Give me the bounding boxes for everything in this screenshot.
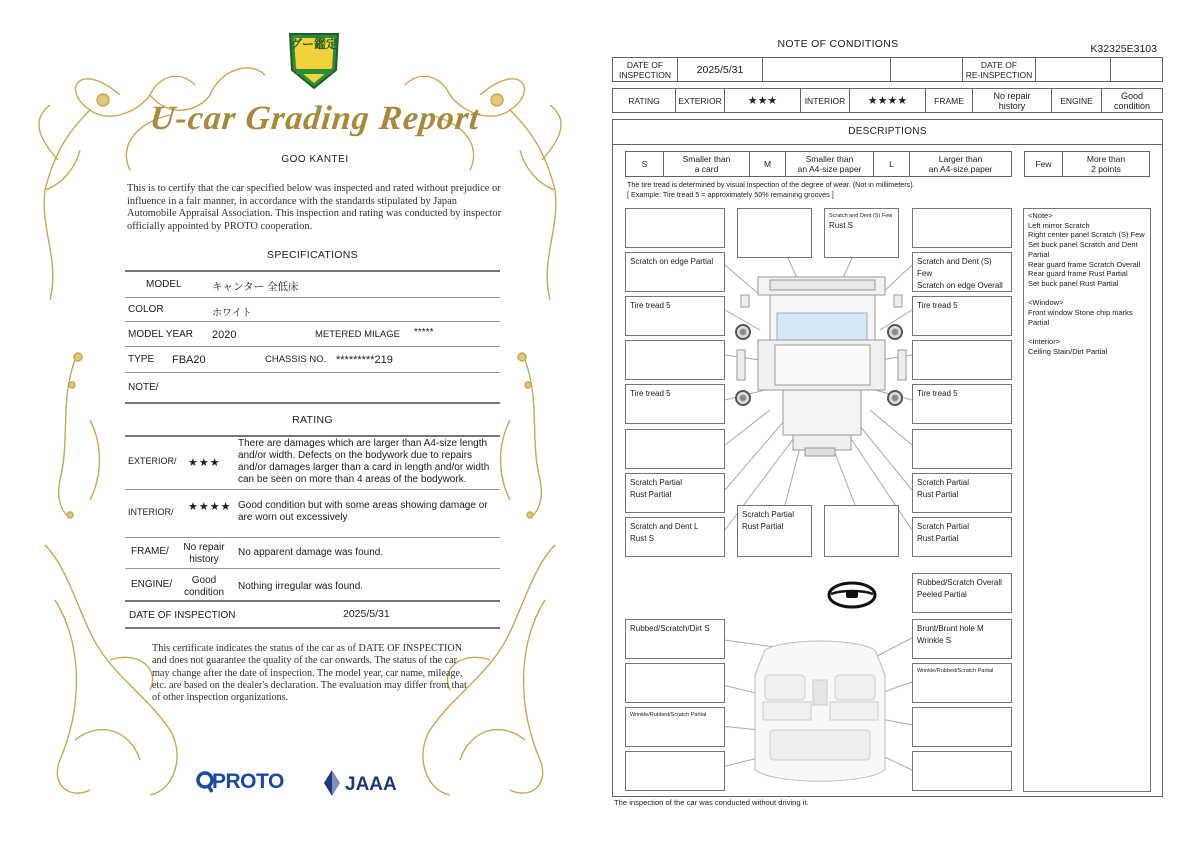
damage-box <box>625 208 725 248</box>
note-item: Right center panel Scratch (S) Few <box>1028 230 1145 240</box>
damage-box <box>824 505 899 557</box>
color-label: COLOR <box>128 304 164 315</box>
interior-box <box>625 707 725 747</box>
engine-value <box>1102 89 1162 112</box>
damage-box <box>625 296 725 336</box>
divider <box>125 372 500 373</box>
legend-line: an A4-size paper <box>797 164 862 174</box>
damage-box <box>625 252 725 292</box>
damage-text: Brunt/Brunt hole M <box>917 624 984 633</box>
frame-value-line: No repair <box>993 90 1031 101</box>
report-code: K32325E3103 <box>1090 43 1157 55</box>
divider <box>125 489 500 490</box>
model-year-value: 2020 <box>212 329 237 341</box>
tire-note-line: [ Example: Tire tread 5 = approximately 50% remaining grooves ] <box>627 189 834 199</box>
exterior-description: There are damages which are larger than A4-size length and/or width. Defects on the bodywork due to repairs and/or damages larger than a card in length and/or width can be seen on more than 4 areas of the bodywork. <box>238 438 490 485</box>
steering-damage-box <box>912 573 1012 613</box>
divider <box>125 297 500 298</box>
empty-cell <box>891 58 963 81</box>
tire-tread-note <box>627 180 915 199</box>
damage-box <box>625 340 725 380</box>
date-label-line: INSPECTION <box>619 69 671 80</box>
inspection-disclaimer: The inspection of the car was conducted without driving it. <box>614 798 809 807</box>
note-item: Left mirror Scratch <box>1028 220 1090 230</box>
spacer <box>1028 327 1146 337</box>
interior-label: INTERIOR <box>801 89 850 112</box>
damage-count-legend <box>1024 151 1150 177</box>
damage-text: Tire tread 5 <box>630 389 671 398</box>
damage-text: Wrinkle/Rubbed/Scratch Partial <box>630 712 707 718</box>
engine-value-line: Good <box>1120 90 1144 101</box>
legend-l: L <box>874 152 910 176</box>
damage-box <box>912 296 1012 336</box>
legend-m-desc <box>786 152 874 176</box>
exterior-label: EXTERIOR <box>676 89 725 112</box>
damage-text: Wrinkle/Rubbed/Scratch Partial <box>917 668 994 674</box>
legend-few-desc <box>1063 152 1149 176</box>
damage-text: Scratch Partial <box>917 478 970 487</box>
interior-label: INTERIOR/ <box>128 507 174 517</box>
type-label: TYPE <box>128 354 155 365</box>
damage-text: Wrinkle S <box>917 636 952 645</box>
legend-line: More than <box>1086 154 1126 164</box>
notes-heading: <Note> <box>1028 211 1053 220</box>
damage-text: Rubbed/Scratch Overall <box>917 578 1002 587</box>
damage-text: Tire tread 5 <box>917 301 958 310</box>
engine-label: ENGINE <box>1052 89 1102 112</box>
damage-box <box>912 517 1012 557</box>
frame-value-line: history <box>189 554 219 565</box>
damage-text: Rust S <box>630 534 655 543</box>
note-label: NOTE/ <box>128 382 159 393</box>
type-value: FBA20 <box>172 354 206 366</box>
damage-box <box>824 208 899 258</box>
interior-box <box>912 707 1012 747</box>
interior-box <box>912 751 1012 791</box>
damage-text: Rust Partial <box>917 534 959 543</box>
badge-label: グー鑑定 <box>289 37 338 51</box>
damage-text: Rust S <box>829 221 854 230</box>
inspection-dates-table <box>612 57 1163 82</box>
legend-line: an A4-size paper <box>928 164 993 174</box>
chassis-label: CHASSIS NO. <box>265 354 327 365</box>
damage-text: Rust Partial <box>630 490 672 499</box>
damage-size-legend <box>625 151 1012 177</box>
damage-text: Rubbed/Scratch/Dirt S <box>630 624 710 633</box>
legend-few: Few <box>1025 152 1063 176</box>
damage-text: Scratch on edge Partial <box>630 257 714 266</box>
exterior-stars: ★★★ <box>188 457 221 469</box>
model-label: MODEL <box>146 279 182 290</box>
divider <box>125 537 500 538</box>
frame-value <box>973 89 1052 112</box>
divider <box>125 402 500 404</box>
frame-label: FRAME/ <box>131 546 169 557</box>
legend-m: M <box>750 152 786 176</box>
divider <box>125 600 500 602</box>
exterior-stars: ★★★ <box>725 89 801 112</box>
proto-logo: PROTO <box>212 770 284 793</box>
inspection-date-value: 2025/5/31 <box>343 608 390 620</box>
damage-box <box>737 208 812 258</box>
jaaa-logo: JAAA <box>345 774 397 795</box>
damage-text: Peeled Partial <box>917 590 967 599</box>
mileage-value: ***** <box>414 327 434 338</box>
damage-box <box>625 429 725 469</box>
damage-text: Rust Partial <box>917 490 959 499</box>
interior-box <box>625 663 725 703</box>
descriptions-heading: DESCRIPTIONS <box>612 119 1163 145</box>
engine-description: Nothing irregular was found. <box>238 581 364 592</box>
jaaa-logo-icon <box>322 769 342 797</box>
interior-stars: ★★★★ <box>188 501 232 513</box>
legend-l-desc <box>910 152 1011 176</box>
conditions-title: NOTE OF CONDITIONS <box>777 38 899 50</box>
tire-note-line: The tire tread is determined by visual inspection of the degree of wear. (Not in millimeters). <box>627 180 915 189</box>
damage-text: Scratch and Dent L <box>630 522 699 531</box>
divider <box>125 568 500 569</box>
note-item: Rear guard frame Rust Partial <box>1028 269 1128 279</box>
legend-line: Smaller than <box>805 154 854 164</box>
rating-table <box>612 88 1163 113</box>
engine-value-line: condition <box>183 587 225 598</box>
legend-s-desc <box>664 152 750 176</box>
frame-description: No apparent damage was found. <box>238 547 384 558</box>
engine-label: ENGINE/ <box>131 579 173 590</box>
damage-text: Scratch and Dent (S) Few <box>829 213 893 219</box>
damage-box <box>625 517 725 557</box>
interior-box <box>912 663 1012 703</box>
interior-box <box>625 751 725 791</box>
damage-box <box>912 384 1012 424</box>
interior-box <box>912 619 1012 659</box>
damage-text: Tire tread 5 <box>917 389 958 398</box>
intro-paragraph: This is to certify that the car specified below was inspected and rated without prejudice or influence in a fair manner, in accordance with the standards stipulated by Japan Automobile Appraisal Association. This inspection and rating was conducted by inspector officially appointed by PROTO cooperation. <box>127 183 502 232</box>
interior-stars: ★★★★ <box>850 89 926 112</box>
damage-text: Scratch Partial <box>742 510 795 519</box>
damage-text: Scratch and Dent (S) Few <box>917 257 992 278</box>
note-item: Front window Stone chip marks Partial <box>1028 308 1133 327</box>
frame-value <box>175 542 233 566</box>
spacer <box>1028 289 1146 299</box>
empty-cell <box>763 58 891 81</box>
divider <box>125 346 500 347</box>
divider <box>125 435 500 437</box>
interior-heading: <Interior> <box>1028 337 1061 347</box>
engine-value-line: Good <box>191 575 217 586</box>
report-title: U-car Grading Report <box>148 100 482 137</box>
note-item: Set buck panel Rust Partial <box>1028 278 1119 288</box>
damage-box <box>912 340 1012 380</box>
model-value: キャンター 全低床 <box>212 281 299 293</box>
date-of-inspection-value: 2025/5/31 <box>678 58 763 81</box>
damage-text: Tire tread 5 <box>630 301 671 310</box>
legend-s: S <box>626 152 664 176</box>
date-label-line: DATE OF <box>626 59 664 70</box>
damage-box <box>737 505 812 557</box>
frame-label: FRAME <box>926 89 973 112</box>
rating-heading: RATING <box>292 414 333 426</box>
damage-box <box>912 252 1012 292</box>
reinspection-label-line: RE-INSPECTION <box>965 69 1033 80</box>
chassis-value: *********219 <box>336 354 393 366</box>
engine-value <box>175 575 233 599</box>
damage-box <box>912 473 1012 513</box>
frame-value-line: No repair <box>183 542 225 553</box>
frame-value-line: history <box>998 100 1026 111</box>
note-item: Ceiling Stain/Dirt Partial <box>1028 346 1108 356</box>
damage-text: Scratch Partial <box>630 478 683 487</box>
window-heading: <Window> <box>1028 298 1064 308</box>
damage-text: Scratch Partial <box>917 522 970 531</box>
damage-box <box>912 208 1012 248</box>
damage-text: Scratch on edge Overall <box>917 281 1003 290</box>
interior-description: Good condition but with some areas showing damage or are worn out excessively <box>238 500 488 523</box>
damage-box <box>912 429 1012 469</box>
certificate-footer: This certificate indicates the status of the car as of DATE OF INSPECTION and does not guarantee the quality of the car onwards. The status of the car may change after the date of inspection. The model year, car name, mileage, etc. are based on the dealer's declaration. The evaluation may differ from that of other inspection organizations. <box>152 643 467 704</box>
damage-box <box>625 473 725 513</box>
note-item: Set buck panel Scratch and Dent Partial <box>1028 240 1138 259</box>
reinspection-label-line: DATE OF <box>980 59 1018 70</box>
model-year-label: MODEL YEAR <box>128 329 194 340</box>
legend-line: Larger than <box>938 154 983 164</box>
rating-label: RATING <box>613 89 676 112</box>
mileage-label: METERED MILAGE <box>315 329 400 340</box>
date-label-cell <box>613 58 678 81</box>
reinspection-label-cell <box>963 58 1036 81</box>
exterior-label: EXTERIOR/ <box>128 456 177 466</box>
engine-value-line: condition <box>1113 100 1151 111</box>
divider <box>125 627 500 629</box>
damage-text: Rust Partial <box>742 522 784 531</box>
legend-line: 2 points <box>1091 164 1121 174</box>
divider <box>125 270 500 272</box>
report-subtitle: GOO KANTEI <box>281 154 349 165</box>
color-value: ホワイト <box>212 308 252 319</box>
inspection-date-label: DATE OF INSPECTION <box>129 610 236 621</box>
empty-cell <box>1111 58 1162 81</box>
interior-box <box>625 619 725 659</box>
notes-panel <box>1023 208 1151 792</box>
specifications-heading: SPECIFICATIONS <box>267 249 358 261</box>
divider <box>125 321 500 322</box>
steering-wheel-icon <box>826 580 878 610</box>
legend-line: Smaller than <box>682 154 731 164</box>
legend-line: a card <box>694 164 719 174</box>
reinspection-value <box>1036 58 1111 81</box>
note-item: Rear guard frame Scratch Overall <box>1028 259 1141 269</box>
damage-box <box>625 384 725 424</box>
